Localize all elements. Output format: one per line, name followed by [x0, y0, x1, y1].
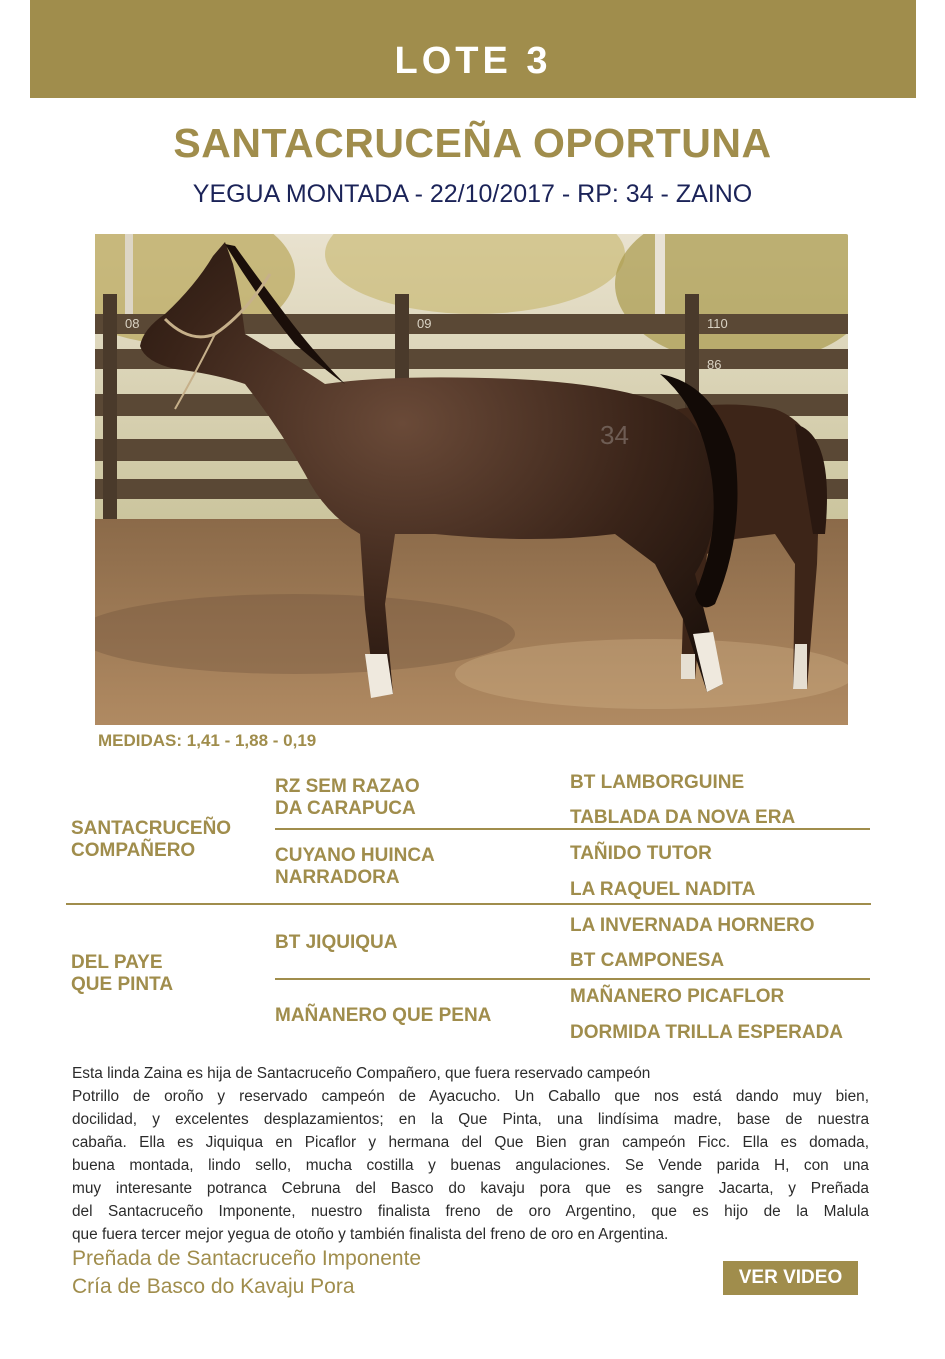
description-line: docilidad, y excelentes desplazamientos; en la Que Pinta, una lindísima madre, base de nuestra — [72, 1111, 869, 1128]
foal-note: Cría de Basco do Kavaju Pora — [72, 1275, 355, 1298]
pedigree-gen3-item: TABLADA DA NOVA ERA — [570, 807, 796, 828]
pedigree-gen3-item: MAÑANERO PICAFLOR — [570, 986, 785, 1007]
description-line: Esta linda Zaina es hija de Santacruceño Compañero, que fuera reservado campeón — [72, 1065, 651, 1082]
description-line: muy interesante potranca Cebruna del Basco do kavaju pora que es sangre Jacarta, y Preñada — [72, 1180, 869, 1197]
pedigree-gen3-item: BT LAMBORGUINE — [570, 772, 745, 793]
description-line: del Santacruceño Imponente, nuestro finalista freno de oro Argentino, que es hijo de la Malula — [72, 1203, 869, 1220]
description-line: cabaña. Ella es Jiquiqua en Picaflor y hermana del Que Bien gran campeón Ficc. Ella es domada, — [72, 1134, 869, 1151]
fence-number: 08 — [125, 316, 140, 331]
pedigree-sire-sire: RZ SEM RAZAO DA CARAPUCA — [275, 776, 420, 819]
pedigree-dam-dam: MAÑANERO QUE PENA — [275, 1005, 492, 1026]
pedigree-divider — [66, 903, 871, 905]
horse-photo — [95, 234, 848, 725]
description-line: que fuera tercer mejor yegua de otoño y también finalista del freno de oro en Argentina. — [72, 1226, 669, 1243]
pedigree-divider — [275, 978, 870, 980]
fence-number: 86 — [707, 357, 722, 372]
lot-header-bar — [30, 0, 916, 98]
fence-number: 09 — [417, 316, 432, 331]
pedigree-gen3-item: DORMIDA TRILLA ESPERADA — [570, 1022, 844, 1043]
horse-name: SANTACRUCEÑA OPORTUNA — [173, 120, 772, 166]
view-video-button[interactable]: VER VIDEO — [723, 1261, 858, 1295]
description — [72, 1062, 869, 1246]
pedigree-sire-dam: CUYANO HUINCA NARRADORA — [275, 845, 435, 888]
horse-photo-illustration — [95, 234, 848, 725]
pedigree-sire: SANTACRUCEÑO COMPAÑERO — [71, 818, 232, 861]
description-line: Potrillo de oroño y reservado campeón de Ayacucho. Un Caballo que nos está dando muy bien, — [72, 1088, 869, 1105]
pedigree-dam: DEL PAYE QUE PINTA — [71, 952, 174, 995]
pedigree-dam-sire: BT JIQUIQUA — [275, 932, 398, 953]
pedigree-gen3-item: LA RAQUEL NADITA — [570, 879, 756, 900]
pregnancy-note: Preñada de Santacruceño Imponente — [72, 1247, 422, 1270]
measures: MEDIDAS: 1,41 - 1,88 - 0,19 — [98, 731, 317, 750]
pedigree-gen3-item: TAÑIDO TUTOR — [570, 843, 712, 864]
pedigree-gen3-item: LA INVERNADA HORNERO — [570, 915, 815, 936]
pedigree-gen3-item: BT CAMPONESA — [570, 950, 725, 971]
fence-number: 110 — [707, 316, 728, 331]
pedigree-divider — [275, 828, 870, 830]
lot-title: LOTE 3 — [394, 40, 552, 82]
description-line: buena montada, lindo sello, mucha costilla y buenas angulaciones. Se Vende parida H, con una — [72, 1157, 869, 1174]
horse-subtitle: YEGUA MONTADA - 22/10/2017 - RP: 34 - ZAINO — [192, 180, 753, 208]
brand-mark: 34 — [600, 420, 629, 450]
